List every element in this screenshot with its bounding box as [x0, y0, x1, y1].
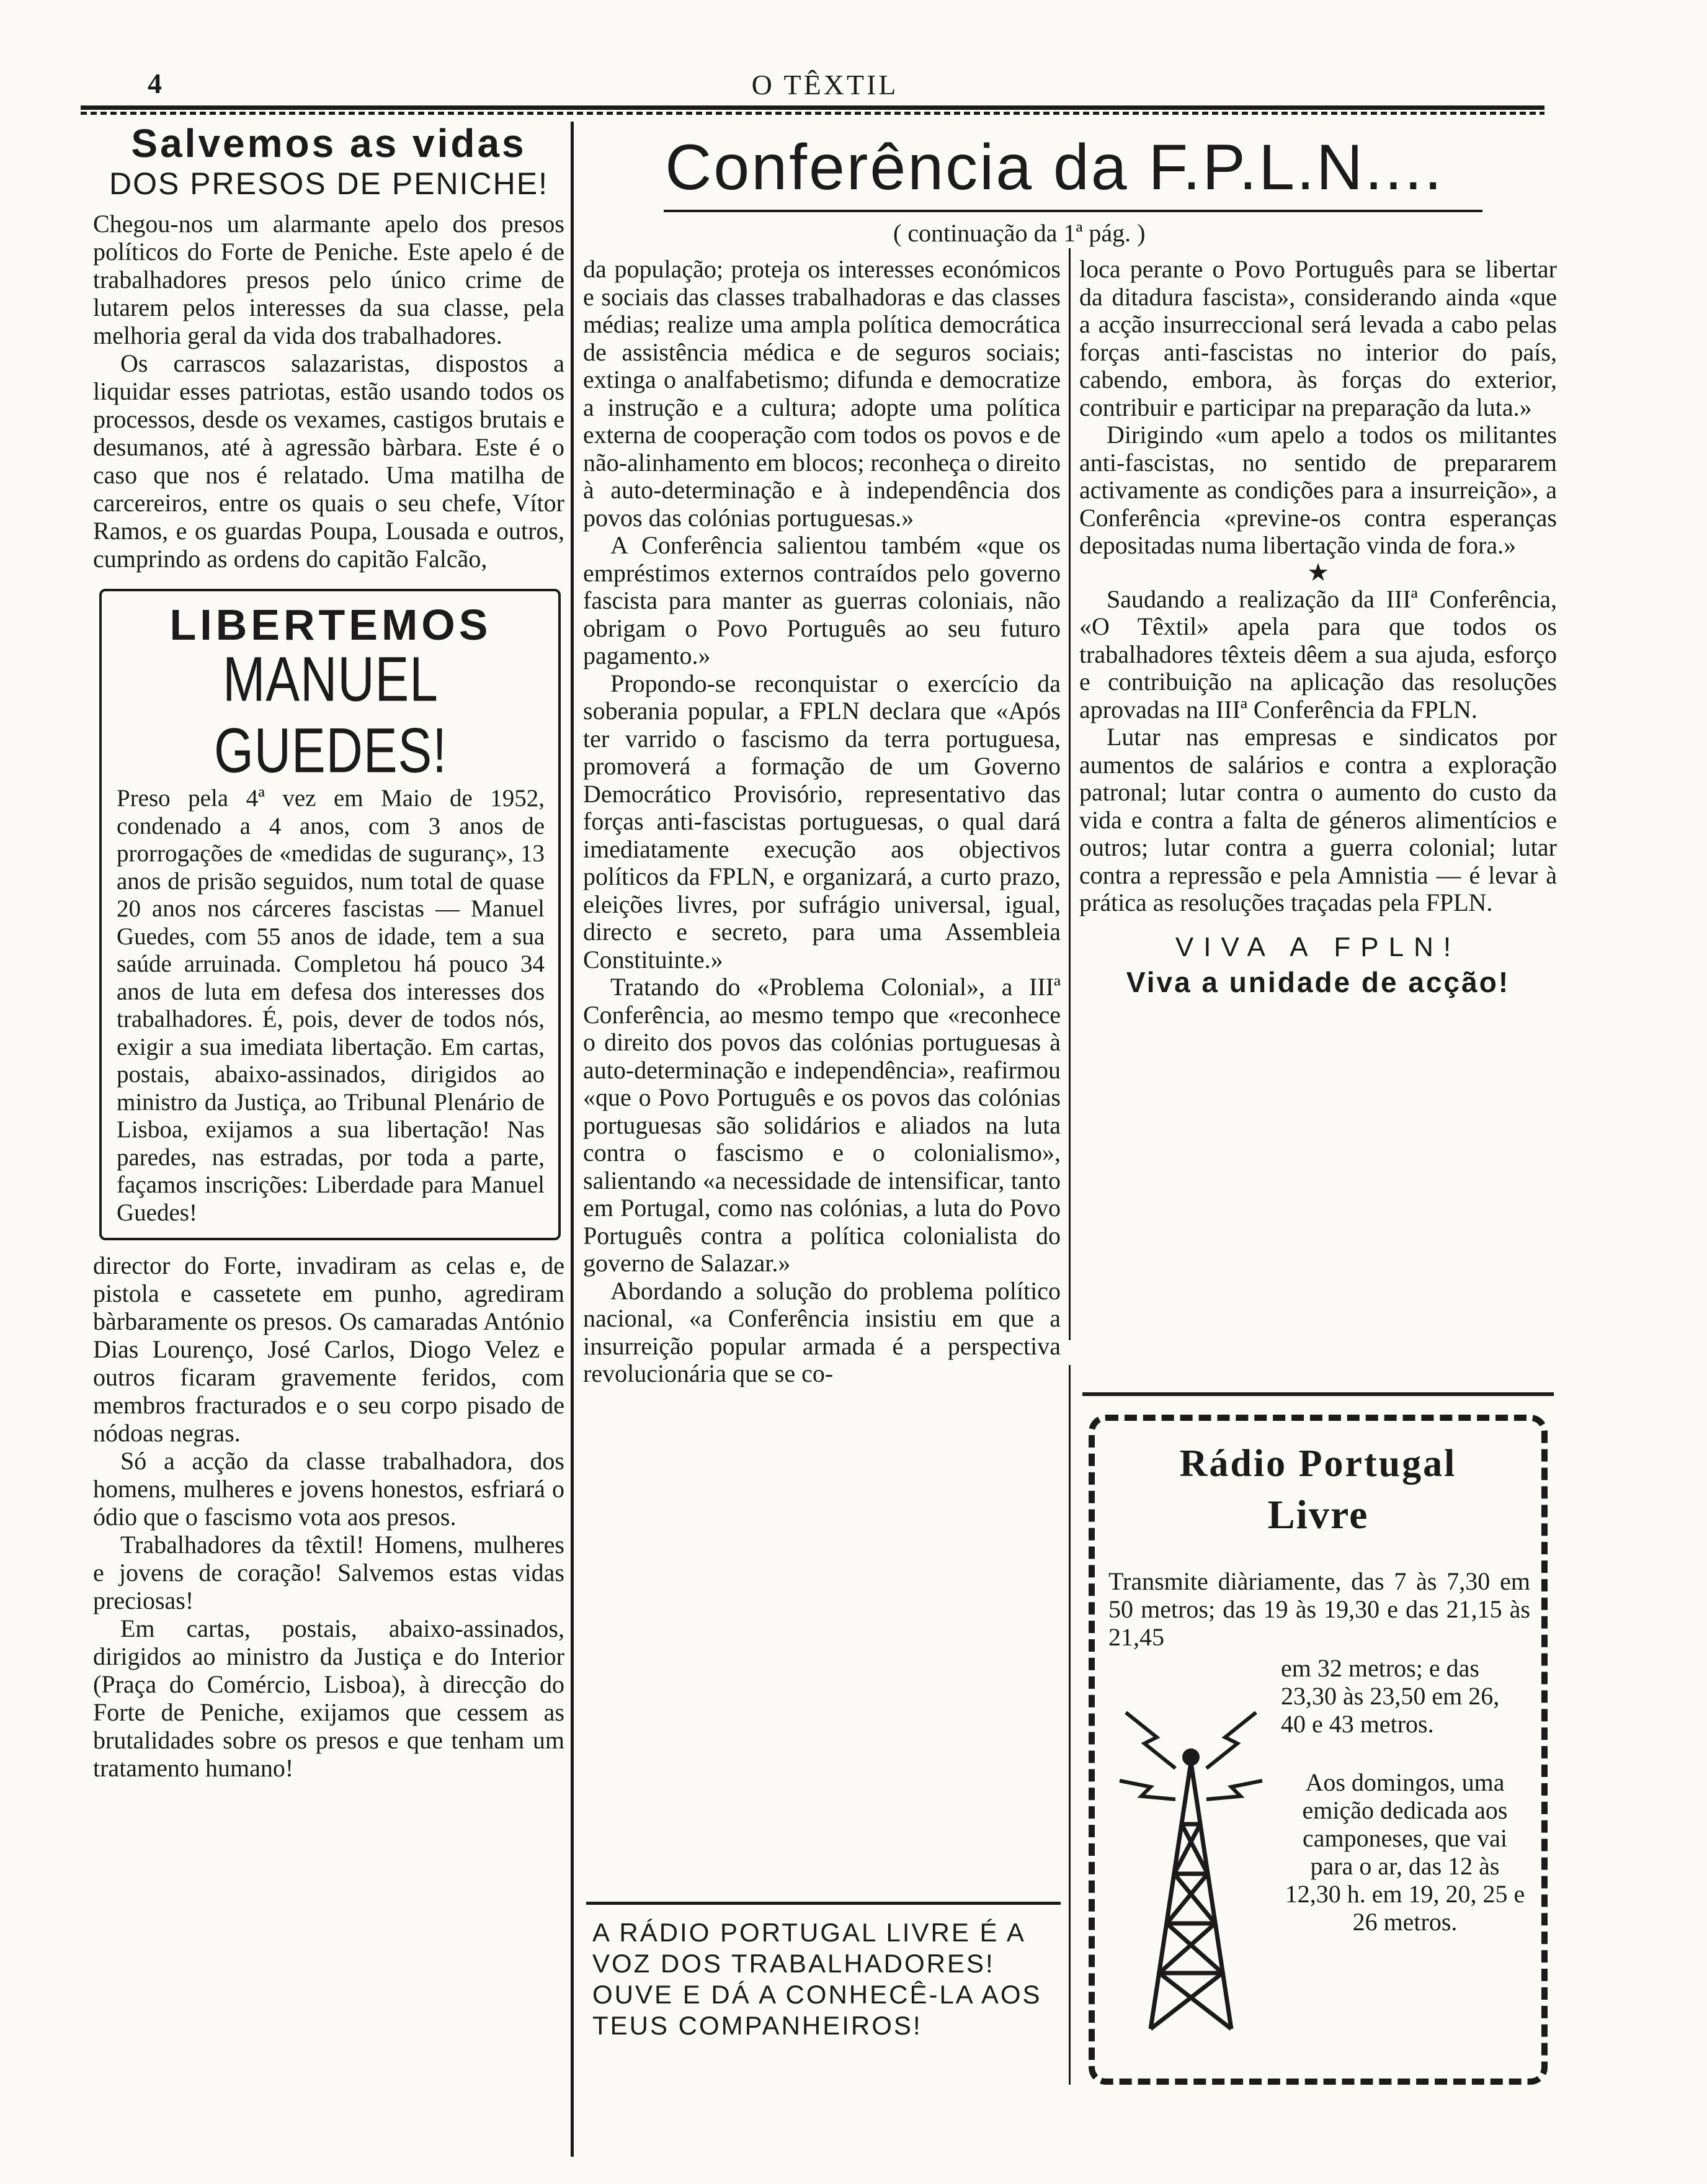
radio-schedule-3: Aos domingos, uma emição dedicada aos camponeses, que vai para o ar, das 12 às 12,30 h. em 19, 20, 25 e 26 metros. — [1285, 1768, 1525, 1936]
header-rule-dots — [81, 112, 1544, 115]
header-rule — [81, 105, 1544, 110]
continuation-note: ( continuação da 1ª pág. ) — [893, 219, 1146, 247]
conference-column-right — [1079, 256, 1557, 1000]
viva-unidade: Viva a unidade de acção! — [1126, 965, 1510, 998]
left-text-bottom — [93, 1251, 564, 1782]
conference-headline: Conferência da F.P.L.N.... — [665, 132, 1444, 204]
conference-column-mid — [583, 256, 1061, 1388]
column-divider-mid — [1069, 248, 1071, 1340]
libertemos-box — [99, 589, 561, 1240]
left-article — [93, 122, 564, 1782]
left-para-3: director do Forte, invadiram as celas e, de pistola e cassetete em punho, agrediram bàrbaramente os presos. Os camaradas António Dias Lourenço, José Carlos, Diogo Velez e outros ficaram gravemente feridos, com membros fracturados e o seu corpo pisado de nódoas negras. — [93, 1251, 564, 1447]
radio-schedule-2: em 32 metros; e das 23,30 às 23,50 em 26, 40 e 43 metros. — [1281, 1654, 1500, 1738]
radio-title-1: Rádio Portugal — [1179, 1443, 1457, 1485]
mid-para-2: A Conferência salientou também «que os empréstimos externos contraídos pelo governo fascista para manter as guerras coloniais, não obrigam o Povo Português ao seu futuro pagamento.» — [583, 531, 1061, 669]
column-divider-mid-lower — [1069, 1365, 1071, 2085]
radio-schedule-1: Transmite diàriamente, das 7 às 7,30 em 50 metros; das 19 às 19,30 e das 21,15 às 21,45 — [1108, 1567, 1530, 1651]
radio-note: A RÁDIO PORTUGAL LIVRE É A VOZ DOS TRABALHADORES! OUVE E DÁ A CONHECÊ-LA AOS TEUS COMPANHEIROS! — [592, 1918, 1042, 2040]
libertemos-para: Preso pela 4ª vez em Maio de 1952, condenado a 4 anos, com 3 anos de prorrogações de «medidas de suguranç», 13 anos de prisão seguidos, num total de quase 20 anos nos cárceres fascistas — Manuel Guedes, com 55 anos de idade, tem a sua saúde arruinada. Completou há pouco 34 anos de luta em defesa dos interesses dos trabalhadores. É, pois, dever de todos nós, exigir a sua imediata libertação. Em cartas, postais, abaixo-assinados, dirigidos ao ministro da Justiça, ao Tribunal Plenário de Lisboa, exijamos a sua libertação! Nas paredes, nas estradas, por toda a parte, façamos inscrições: Liberdade para Manuel Guedes! — [117, 785, 545, 1226]
mid-para-5: Abordando a solução do problema político nacional, «a Conferência insistiu em que a insurreição popular armada é a perspectiva revolucionária que se co- — [583, 1276, 1061, 1387]
left-title-line2: DOS PRESOS DE PENICHE! — [109, 166, 549, 201]
right-para-1: loca perante o Povo Português para se libertar da ditadura fascista», considerando ainda «que a acção insurreccional será levada a cabo pelas forças anti-fascistas no interior do país, cabendo, embora, às forças do exterior, contribuir e participar na preparação da luta.» — [1079, 255, 1557, 421]
mid-para-1: da população; proteja os interesses económicos e sociais das classes trabalhadoras e das classes médias; realize uma ampla política democrática de assistência médica e de seguros sociais; extinga o analfabetismo; difunda e democratize a instrução e a cultura; adopte uma política externa de cooperação com todos os povos e de não-alinhamento em blocos; reconheça o direito à auto-determinação e à independência dos povos das colónias portuguesas.» — [583, 255, 1061, 532]
radio-note-rule — [586, 1902, 1061, 1905]
star-separator: ★ — [1307, 558, 1329, 586]
right-para-2: Dirigindo «um apelo a todos os militantes anti-fascistas, no sentido de prepararem activamente as condições para a insurreição», a Conferência «previne-os contra esperanças depositadas numa libertação vinda de fora.» — [1079, 421, 1557, 559]
mid-para-3: Propondo-se reconquistar o exercício da soberania popular, a FPLN declara que «Após ter varrido o fascismo da terra portuguesa, promoverá a formação de um Governo Democrático Provisório, representativo das forças anti-fascistas portuguesas, o qual dará imediatamente execução aos objectivos políticos da FPLN, e organizará, a curto prazo, eleições livres, por sufrágio universal, igual, directo e secreto, para uma Assembleia Constituinte.» — [583, 669, 1061, 973]
radio-title-2: Livre — [1267, 1492, 1369, 1537]
manuel-guedes-title: MANUEL GUEDES! — [213, 644, 448, 786]
mid-para-4: Tratando do «Problema Colonial», a IIIª Conferência, ao mesmo tempo que «reconhece o direito dos povos das colónias portuguesas à auto-determinação e independência», reafirmou «que o Povo Português e os povos das colónias portuguesas são solidários e aliados na luta contra o fascismo e o colonialismo», salientando «a necessidade de intensificar, tanto em Portugal, como nas colónias, a luta do Povo Português contra a política colonialista do governo de Salazar.» — [583, 973, 1061, 1277]
headline-underline — [664, 210, 1482, 212]
paper-title: O TÊXTIL — [751, 69, 899, 101]
libertemos-title: LIBERTEMOS — [169, 601, 492, 649]
viva-fpln: VIVA A FPLN! — [1175, 931, 1461, 962]
libertemos-text — [117, 785, 545, 1227]
right-para-4: Lutar nas empresas e sindicatos por aumentos de salários e contra a exploração patronal; lutar contra o aumento do custo da vida e contra a falta de géneros alimentícios e outros; lutar contra a guerra colonial; lutar contra a repressão e pela Amnistia — é levar à prática as resoluções traçadas pela FPLN. — [1079, 723, 1557, 916]
left-para-2: Os carrascos salazaristas, dispostos a liquidar esses patriotas, estão usando todos os processos, desde os vexames, castigos brutais e desumanos, até à agressão bàrbara. Este é o caso que nos é relatado. Uma matilha de carcereiros, entre os quais o seu chefe, Vítor Ramos, e os guardas Poupa, Lousada e outros, cumprindo as ordens do capitão Falcão, — [93, 349, 564, 573]
left-para-4: Só a acção da classe trabalhadora, dos homens, mulheres e jovens honestos, esfriará o ódio que o fascismo vota aos presos. — [93, 1447, 564, 1531]
column-divider-left — [571, 122, 574, 2157]
radio-top-rule — [1082, 1392, 1554, 1396]
left-para-1: Chegou-nos um alarmante apelo dos presos políticos do Forte de Peniche. Este apelo é de trabalhadores presos pelo único crime de lutarem pelos interesses da sua classe, pela melhoria geral da vida dos trabalhadores. — [93, 210, 564, 349]
left-para-6: Em cartas, postais, abaixo-assinados, dirigidos ao ministro da Justiça e do Interior (Praça do Comércio, Lisboa), à direcção do Forte de Peniche, exijamos que cessem as brutalidades sobre os presos e que tenham um tratamento humano! — [93, 1614, 564, 1782]
radio-tower-icon — [1107, 1688, 1275, 2035]
right-para-3: Saudando a realização da IIIª Conferência, «O Têxtil» apela para que todos os trabalhadores têxteis dêem a sua ajuda, esforço e contribuição na aplicação das resoluções aprovadas na IIIª Conferência da FPLN. — [1079, 584, 1557, 723]
left-para-5: Trabalhadores da têxtil! Homens, mulheres e jovens de coração! Salvemos estas vidas preciosas! — [93, 1531, 564, 1614]
left-text-top — [93, 210, 564, 573]
left-title-line1: Salvemos as vidas — [131, 121, 527, 166]
radio-box — [1089, 1415, 1548, 2085]
page-number: 4 — [148, 68, 162, 99]
